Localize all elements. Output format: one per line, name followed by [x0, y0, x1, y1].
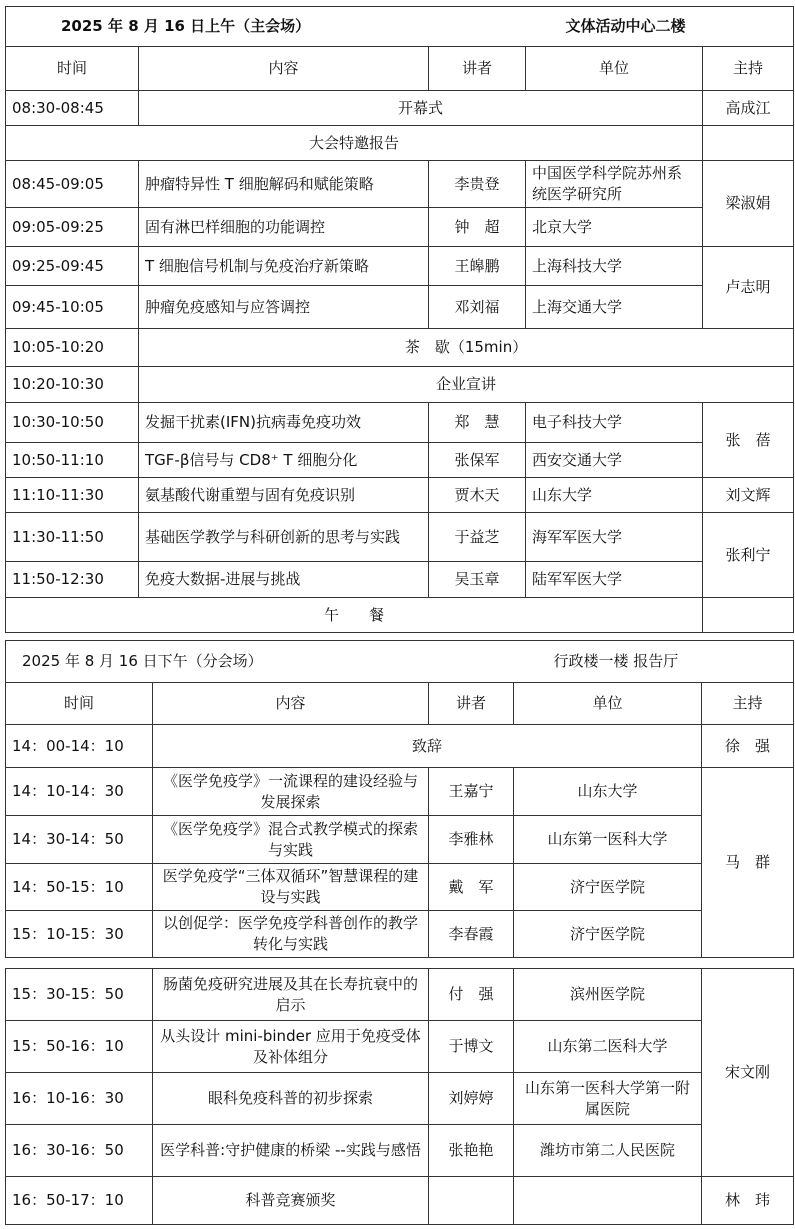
talk-time: 11:50-12:30 [6, 562, 139, 598]
talk-time: 10:50-11:10 [6, 443, 139, 478]
opening-host: 徐 强 [702, 725, 794, 768]
talk-speaker: 钟 超 [429, 208, 526, 247]
talk-time: 14：50-15：10 [6, 864, 153, 911]
header-time: 时间 [6, 683, 153, 725]
talk-time: 09:05-09:25 [6, 208, 139, 247]
talk-content: 以创促学：医学免疫学科普创作的教学转化与实践 [153, 911, 429, 958]
talk-speaker: 贾木天 [429, 478, 526, 513]
table-row [6, 969, 794, 1021]
afternoon-title: 2025 年 8 月 16 日下午（分会场） [6, 641, 514, 683]
talk-speaker: 李雅林 [429, 816, 514, 864]
talk-content: 肿瘤免疫感知与应答调控 [139, 286, 429, 329]
talk-unit: 山东第二医科大学 [514, 1021, 702, 1073]
talk-host: 马 群 [702, 768, 794, 958]
talk-content: T 细胞信号机制与免疫治疗新策略 [139, 247, 429, 286]
talk-time: 08:45-09:05 [6, 161, 139, 208]
tea-time: 10:05-10:20 [6, 329, 139, 367]
talk-time: 15：10-15：30 [6, 911, 153, 958]
talk-content: 《医学免疫学》混合式教学模式的探索与实践 [153, 816, 429, 864]
talk-unit: 北京大学 [526, 208, 703, 247]
talk-speaker: 于博文 [429, 1021, 514, 1073]
morning-schedule-table [5, 6, 794, 633]
talk-content: 基础医学教学与科研创新的思考与实践 [139, 513, 429, 562]
talk-unit: 陆军军医大学 [526, 562, 703, 598]
talk-unit: 电子科技大学 [526, 403, 703, 443]
talk-content: 从头设计 mini-binder 应用于免疫受体及补体组分 [153, 1021, 429, 1073]
talk-content: 医学科普:守护健康的桥梁 --实践与感悟 [153, 1125, 429, 1177]
opening-label: 开幕式 [139, 91, 703, 126]
talk-time: 15：30-15：50 [6, 969, 153, 1021]
talk-speaker: 李贵登 [429, 161, 526, 208]
award-host: 林 玮 [702, 1177, 794, 1225]
talk-speaker: 张艳艳 [429, 1125, 514, 1177]
tea-label: 茶 歇（15min） [139, 329, 794, 367]
opening-time: 14：00-14：10 [6, 725, 153, 768]
talk-content: 免疫大数据-进展与挑战 [139, 562, 429, 598]
table-row [6, 247, 794, 286]
table-row [6, 513, 794, 562]
table-row [6, 208, 794, 247]
talk-host: 张 蓓 [703, 403, 794, 478]
award-content: 科普竞赛颁奖 [153, 1177, 429, 1225]
talk-unit: 山东大学 [514, 768, 702, 816]
talk-content: 发掘干扰素(IFN)抗病毒免疫功效 [139, 403, 429, 443]
talk-unit: 中国医学科学院苏州系统医学研究所 [526, 161, 703, 208]
table-row [6, 1125, 794, 1177]
talk-content: 氨基酸代谢重塑与固有免疫识别 [139, 478, 429, 513]
talk-time: 16：10-16：30 [6, 1073, 153, 1125]
morning-venue: 文体活动中心二楼 [526, 7, 794, 47]
opening-label: 致辞 [153, 725, 702, 768]
header-host: 主持 [703, 47, 794, 91]
talk-time: 15：50-16：10 [6, 1021, 153, 1073]
header-speaker: 讲者 [429, 47, 526, 91]
header-content: 内容 [139, 47, 429, 91]
talk-host: 宋文刚 [702, 969, 794, 1177]
talk-content: 医学免疫学“三体双循环”智慧课程的建设与实践 [153, 864, 429, 911]
talk-speaker: 张保军 [429, 443, 526, 478]
table-row [6, 403, 794, 443]
talk-time: 14：30-14：50 [6, 816, 153, 864]
header-speaker: 讲者 [429, 683, 514, 725]
talk-content: 眼科免疫科普的初步探索 [153, 1073, 429, 1125]
talk-time: 09:45-10:05 [6, 286, 139, 329]
afternoon-schedule-table [5, 640, 794, 958]
header-unit: 单位 [526, 47, 703, 91]
table-row [6, 161, 794, 208]
lunch-label: 午 餐 [6, 598, 703, 633]
afternoon-schedule-table-continued [5, 968, 794, 1225]
talk-speaker: 李春霞 [429, 911, 514, 958]
talk-unit: 海军军医大学 [526, 513, 703, 562]
talk-speaker: 王嘉宁 [429, 768, 514, 816]
talk-speaker: 付 强 [429, 969, 514, 1021]
empty-cell [429, 1177, 514, 1225]
corp-label: 企业宣讲 [139, 367, 794, 403]
opening-host: 高成江 [703, 91, 794, 126]
talk-unit: 上海交通大学 [526, 286, 703, 329]
talk-speaker: 戴 军 [429, 864, 514, 911]
talk-content: 肿瘤特异性 T 细胞解码和赋能策略 [139, 161, 429, 208]
talk-unit: 济宁医学院 [514, 911, 702, 958]
talk-unit: 山东大学 [526, 478, 703, 513]
special-report-label: 大会特邀报告 [6, 126, 703, 161]
table-row [6, 562, 794, 598]
talk-unit: 上海科技大学 [526, 247, 703, 286]
table-row [6, 1177, 794, 1225]
talk-speaker: 于益芝 [429, 513, 526, 562]
talk-speaker: 邓刘福 [429, 286, 526, 329]
talk-speaker: 吴玉章 [429, 562, 526, 598]
talk-host: 张利宁 [703, 513, 794, 598]
corp-time: 10:20-10:30 [6, 367, 139, 403]
table-row [6, 911, 794, 958]
afternoon-venue: 行政楼一楼 报告厅 [514, 641, 794, 683]
table-row [6, 1073, 794, 1125]
talk-unit: 山东第一医科大学 [514, 816, 702, 864]
table-row [6, 443, 794, 478]
header-host: 主持 [702, 683, 794, 725]
talk-content: 《医学免疫学》一流课程的建设经验与发展探索 [153, 768, 429, 816]
talk-speaker: 王皞鹏 [429, 247, 526, 286]
empty-cell [703, 598, 794, 633]
table-row [6, 1021, 794, 1073]
talk-content: 固有淋巴样细胞的功能调控 [139, 208, 429, 247]
talk-unit: 济宁医学院 [514, 864, 702, 911]
header-unit: 单位 [514, 683, 702, 725]
talk-unit: 滨州医学院 [514, 969, 702, 1021]
talk-time: 11:30-11:50 [6, 513, 139, 562]
talk-host: 卢志明 [703, 247, 794, 329]
award-time: 16：50-17：10 [6, 1177, 153, 1225]
header-time: 时间 [6, 47, 139, 91]
talk-host: 刘文辉 [703, 478, 794, 513]
talk-time: 09:25-09:45 [6, 247, 139, 286]
talk-speaker: 郑 慧 [429, 403, 526, 443]
empty-cell [514, 1177, 702, 1225]
talk-unit: 潍坊市第二人民医院 [514, 1125, 702, 1177]
empty-cell [703, 126, 794, 161]
talk-host: 梁淑娟 [703, 161, 794, 247]
table-row [6, 768, 794, 816]
talk-time: 10:30-10:50 [6, 403, 139, 443]
table-row [6, 816, 794, 864]
talk-unit: 山东第一医科大学第一附属医院 [514, 1073, 702, 1125]
morning-title: 2025 年 8 月 16 日上午（主会场） [6, 7, 526, 47]
table-row [6, 864, 794, 911]
talk-time: 14：10-14：30 [6, 768, 153, 816]
talk-content: TGF-β信号与 CD8⁺ T 细胞分化 [139, 443, 429, 478]
talk-time: 16：30-16：50 [6, 1125, 153, 1177]
talk-content: 肠菌免疫研究进展及其在长寿抗衰中的启示 [153, 969, 429, 1021]
header-content: 内容 [153, 683, 429, 725]
table-row [6, 478, 794, 513]
talk-unit: 西安交通大学 [526, 443, 703, 478]
table-row [6, 286, 794, 329]
talk-speaker: 刘婷婷 [429, 1073, 514, 1125]
talk-time: 11:10-11:30 [6, 478, 139, 513]
opening-time: 08:30-08:45 [6, 91, 139, 126]
